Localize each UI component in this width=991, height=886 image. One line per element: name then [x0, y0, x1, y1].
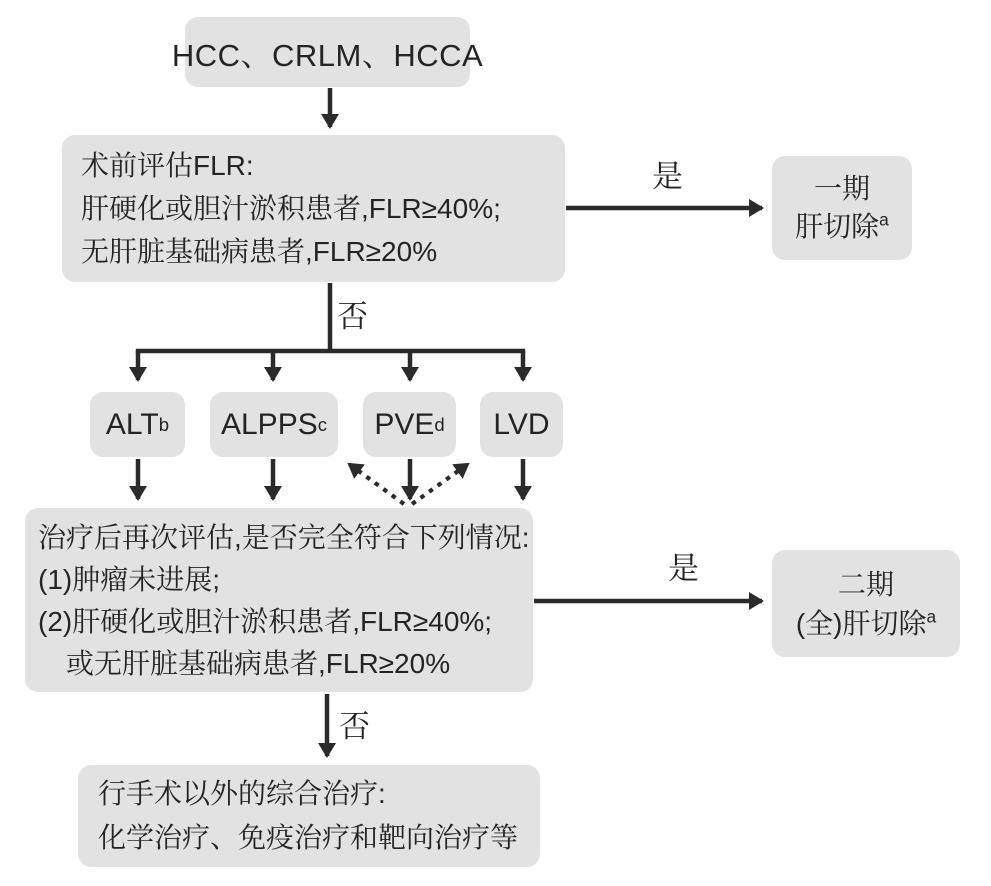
- node-flr-line-1: 术前评估FLR:: [81, 150, 254, 181]
- node-flr-line-2: 肝硬化或胆汁淤积患者,FLR≥40%;: [81, 193, 501, 224]
- node-reevaluation-line-3: (2)肝硬化或胆汁淤积患者,FLR≥40%;: [38, 606, 493, 637]
- node-alt-label: ALT: [105, 407, 159, 441]
- node-pve-label: PVE: [374, 407, 435, 441]
- node-reevaluation-line-2: (1)肿瘤未进展;: [38, 564, 221, 595]
- node-flr-line-3: 无肝脏基础病患者,FLR≥20%: [81, 236, 438, 267]
- edge-label-no-2: 否: [339, 709, 370, 744]
- node-stage1-superscript: a: [879, 209, 889, 230]
- node-alpps-label: ALPPS: [220, 407, 318, 441]
- edge-label-yes-1: 是: [652, 159, 683, 194]
- node-stage2-resection: [772, 550, 960, 657]
- edge-label-yes-2: 是: [668, 551, 699, 586]
- node-flr-assessment: [62, 135, 565, 282]
- node-reevaluation-line-1: 治疗后再次评估,是否完全符合下列情况:: [38, 522, 530, 553]
- dashed-arrow-to-lvd: [412, 464, 468, 504]
- node-stage2-line-2: [796, 604, 936, 643]
- node-stage2-superscript: a: [926, 606, 937, 627]
- node-lvd-label: LVD: [493, 407, 550, 441]
- node-stage2-line-2-text: (全)肝切除: [795, 607, 927, 639]
- node-start: [171, 17, 484, 87]
- node-stage2-line-1: 二期: [837, 568, 894, 600]
- node-stage1-line-2: [795, 208, 889, 246]
- node-lvd: [480, 392, 563, 457]
- node-start-label: HCC、CRLM、HCCA: [171, 37, 484, 73]
- node-reevaluation-line-4: 或无肝脏基础病患者,FLR≥20%: [38, 648, 451, 679]
- node-comprehensive-line-2: 化学治疗、免疫治疗和靶向治疗等: [98, 822, 519, 853]
- node-comprehensive-line-1: 行手术以外的综合治疗:: [98, 778, 386, 809]
- node-reevaluation: [25, 508, 533, 692]
- node-stage1-resection: [772, 156, 912, 260]
- node-alpps: ALPPS c: [210, 392, 338, 457]
- node-alt: ALT b: [90, 392, 185, 457]
- dashed-arrow-to-alpps: [349, 464, 404, 504]
- node-comprehensive-therapy: [78, 765, 540, 867]
- edge-label-no-1: 否: [337, 299, 368, 334]
- node-pve: PVE d: [363, 392, 456, 457]
- node-stage1-line-2-text: 肝切除: [795, 211, 880, 242]
- node-stage1-line-1: 一期: [813, 173, 870, 204]
